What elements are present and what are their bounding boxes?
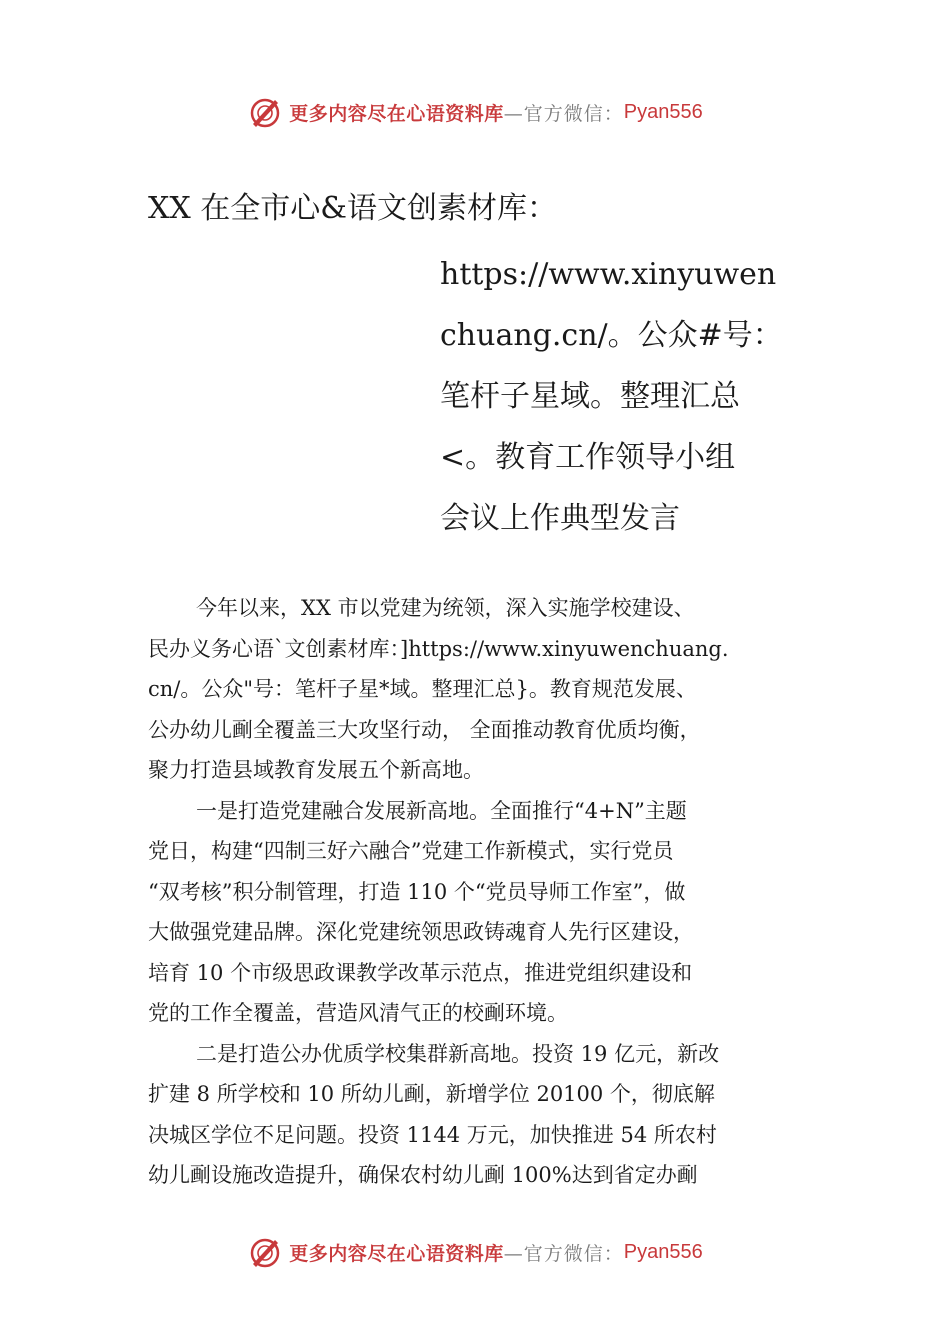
footer-banner xyxy=(0,1232,950,1272)
banner-main-text: 更多内容尽在心语资料库 xyxy=(289,1242,504,1265)
body-line: 党的工作全覆盖，营造风清气正的校㓰环境。 xyxy=(148,1001,568,1025)
header-banner xyxy=(0,92,950,132)
body-line: 培育 10 个市级思政课教学改革示范点，推进党组织建设和 xyxy=(148,960,693,985)
pen-seal-logo-icon xyxy=(247,94,283,130)
body-line: 民办义务心语`文创素材库：]https://www.xinyuwenchuang. xyxy=(148,636,729,661)
title-line: https://www.xinyuwen xyxy=(440,257,777,292)
title-line: <。教育工作领导小组 xyxy=(440,440,736,475)
body-line: 大做强党建品牌。深化党建统领思政铸魂育人先行区建设， xyxy=(148,920,694,944)
title-line: chuang.cn/。公众#号： xyxy=(440,318,783,353)
body-line: cn/。公众"号：笔杆子星*域。整理汇总}。教育规范发展、 xyxy=(148,677,697,701)
body-line: 党日，构建“四制三好六融合”党建工作新模式，实行党员 xyxy=(148,839,674,863)
banner-sub-text: —官方微信： xyxy=(503,1242,624,1265)
banner-wechat-id: Pyan556 xyxy=(623,100,703,123)
pen-seal-logo-icon xyxy=(247,1234,283,1270)
title-line: 会议上作典型发言 xyxy=(440,501,680,536)
banner-main-text: 更多内容尽在心语资料库 xyxy=(289,102,504,125)
title-line: 笔杆子星域。整理汇总 xyxy=(440,379,740,414)
banner-wechat-id: Pyan556 xyxy=(623,1240,703,1263)
body-line: 今年以来，XX 市以党建为统领，深入实施学校建设、 xyxy=(196,596,695,620)
body-line: 聚力打造县域教育发展五个新高地。 xyxy=(148,758,484,782)
body-line: 二是打造公办优质学校集群新高地。投资 19 亿元，新改 xyxy=(196,1041,720,1066)
document-body xyxy=(148,588,828,1196)
body-line: 决城区学位不足问题。投资 1144 万元，加快推进 54 所农村 xyxy=(148,1122,717,1147)
document-title xyxy=(440,244,820,549)
body-line: 公办幼儿㓰全覆盖三大攻坚行动， 全面推动教育优质均衡， xyxy=(148,717,701,742)
document-title-line1: XX 在全市心&语文创素材库： xyxy=(148,191,557,226)
body-line: 一是打造党建融合发展新高地。全面推行“4+N”主题 xyxy=(196,798,687,823)
body-line: “双考核”积分制管理，打造 110 个“党员导师工作室”，做 xyxy=(148,879,686,904)
body-line: 幼儿㓰设施改造提升，确保农村幼儿㓰 100%达到省定办㓰 xyxy=(148,1163,698,1187)
banner-sub-text: —官方微信： xyxy=(503,102,624,125)
body-line: 扩建 8 所学校和 10 所幼儿㓰，新增学位 20100 个，彻底解 xyxy=(148,1082,715,1106)
